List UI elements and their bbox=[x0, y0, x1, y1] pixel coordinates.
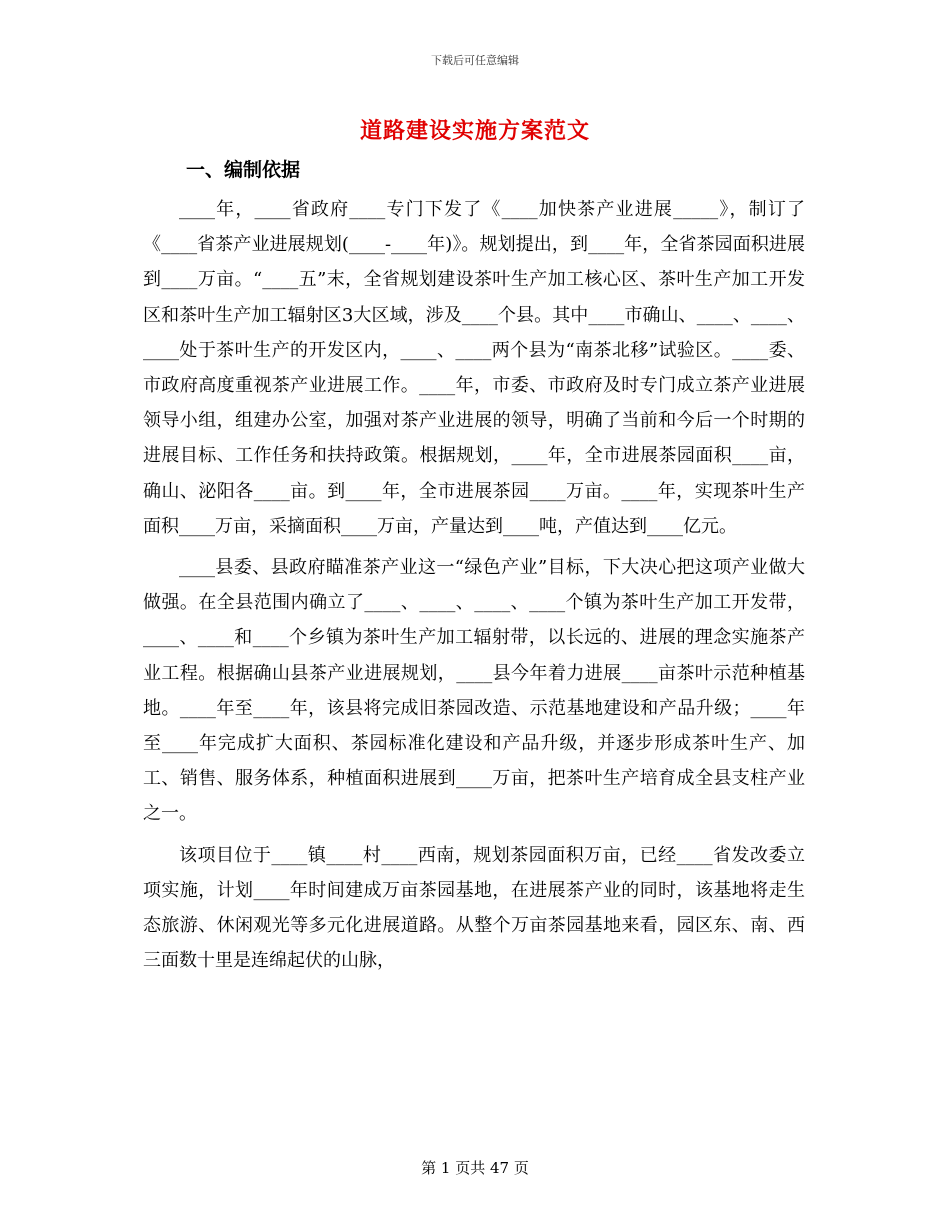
body-paragraph-2: ____县委、县政府瞄准茶产业这一“绿色产业”目标，下大决心把这项产业做大做强。在全县范围内确立了____、____、____、____个镇为茶叶生产加工开发带，____、____和____个乡镇为茶叶生产加工辐射带，以长远的、进展的理念实施茶产业工程。根据确山县茶产业进展规划，____县今年着力进展____亩茶叶示范种植基地。____年至____年，该县将完成旧茶园改造、示范基地建设和产品升级；____年至____年完成扩大面积、茶园标准化建设和产品升级，并逐步形成茶叶生产、加工、销售、服务体系，种植面积进展到____万亩，把茶叶生产培育成全县支柱产业之一。 bbox=[143, 557, 805, 825]
document-title: 道路建设实施方案范文 bbox=[359, 118, 590, 144]
document-body bbox=[143, 192, 805, 978]
body-paragraph-1: ____年，____省政府____专门下发了《____加快茶产业进展_____》，制订了《____省茶产业进展规划(____-____年)》。规划提出，到____年，全省茶园面积进展到____万亩。“____五”末，全省规划建设茶叶生产加工核心区、茶叶生产加工开发区和茶叶生产加工辐射区3大区域，涉及____个县。其中____市确山、____、____、____处于茶叶生产的开发区内，____、____两个县为“南茶北移”试验区。____委、市政府高度重视茶产业进展工作。____年，市委、市政府及时专门成立茶产业进展领导小组，组建办公室，加强对茶产业进展的领导，明确了当前和今后一个时期的进展目标、工作任务和扶持政策。根据规划，____年，全市进展茶园面积____亩，确山、泌阳各____亩。到____年，全市进展茶园____万亩。____年，实现茶叶生产面积____万亩，采摘面积____万亩，产量达到____吨，产值达到____亿元。 bbox=[143, 199, 805, 537]
body-paragraph-3: 该项目位于____镇____村____西南，规划茶园面积万亩，已经____省发改委立项实施，计划____年时间建成万亩茶园基地，在进展茶产业的同时，该基地将走生态旅游、休闲观光等多元化进展道路。从整个万亩茶园基地来看，园区东、南、西三面数十里是连绵起伏的山脉， bbox=[143, 844, 805, 972]
page-header-note: 下载后可任意编辑 bbox=[431, 54, 519, 67]
page-number-footer: 第 1 页共 47 页 bbox=[421, 1159, 529, 1177]
section-heading: 一、编制依据 bbox=[186, 159, 301, 181]
